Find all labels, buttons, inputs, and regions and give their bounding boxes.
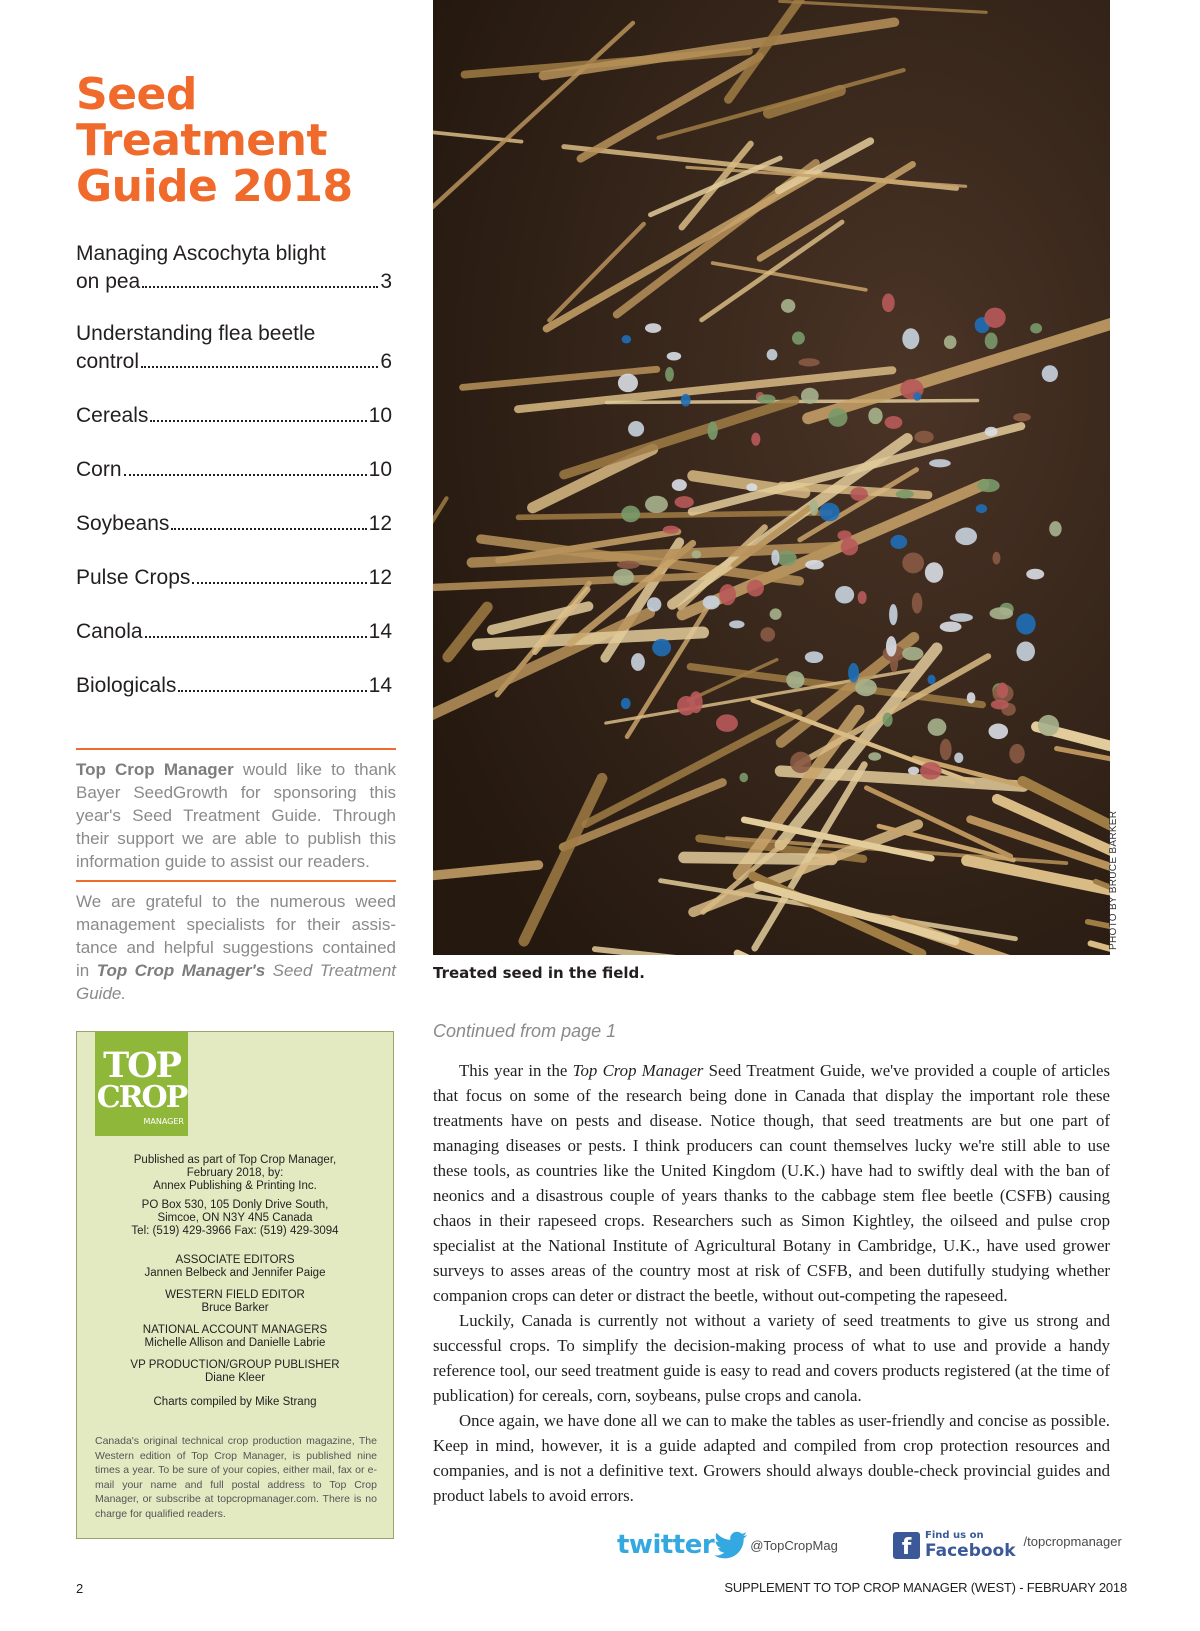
- treated-seed: [855, 679, 877, 696]
- toc-item-ascochyta[interactable]: [76, 240, 392, 296]
- treated-seed: [841, 538, 858, 555]
- treated-seed: [944, 335, 957, 349]
- treated-seed: [760, 627, 775, 641]
- treated-seed: [908, 767, 919, 775]
- treated-seed: [992, 552, 1000, 565]
- divider-rule: [76, 880, 396, 882]
- treated-seed: [663, 526, 679, 534]
- treated-seed: [912, 593, 923, 614]
- toc-item-page: 10: [368, 404, 392, 427]
- treated-seed: [1013, 413, 1031, 421]
- treated-seed: [613, 569, 634, 586]
- treated-seed: [925, 562, 943, 583]
- toc-item-cereals[interactable]: [76, 402, 392, 430]
- treated-seed: [729, 620, 744, 628]
- treated-seed: [985, 333, 998, 350]
- guide-title-line: Treatment: [76, 115, 327, 166]
- treated-seed: [889, 604, 898, 625]
- toc-item-page: 3: [380, 270, 392, 293]
- treated-seed: [868, 408, 882, 425]
- treated-seed: [628, 421, 644, 437]
- treated-seed: [902, 647, 923, 661]
- toc-leader-dots: [145, 635, 367, 638]
- brand-name: Top Crop Manager: [76, 760, 234, 779]
- facebook-icon: f: [893, 1532, 920, 1559]
- sponsor-thanks-text: would like to thank Bayer SeedGrowth for sponsoring this year's Seed Treatment Guide. Through their support we are able to publish this information guide to assist our readers.: [76, 760, 396, 871]
- treated-seed: [757, 394, 775, 403]
- toc-item-page: 10: [368, 458, 392, 481]
- toc-item-label: Canola: [76, 620, 143, 643]
- treated-seed: [617, 561, 640, 569]
- treated-seed: [781, 299, 795, 313]
- treated-seed: [928, 718, 947, 736]
- treated-seed: [835, 586, 854, 604]
- treated-seed: [985, 427, 998, 437]
- publisher-info: Published as part of Top Crop Manager, February 2018, by: Annex Publishing & Printing Inc.: [133, 1154, 337, 1192]
- toc-item-page: 12: [368, 566, 392, 589]
- field-photo: [433, 0, 1110, 955]
- treated-seed: [984, 308, 1005, 328]
- toc-item-label: Soybeans: [76, 512, 170, 535]
- toc-item-label: Biologicals: [76, 674, 177, 697]
- toc-leader-dots: [142, 285, 378, 288]
- treated-seed: [805, 560, 824, 569]
- divider-rule: [76, 748, 396, 750]
- treated-seed: [1042, 365, 1058, 382]
- treated-seed: [703, 595, 720, 609]
- treated-seed: [1049, 521, 1061, 536]
- treated-seed: [890, 535, 907, 549]
- treated-seed: [716, 714, 738, 731]
- treated-seed: [950, 613, 973, 622]
- treated-seed: [618, 374, 638, 393]
- treated-seed: [767, 349, 778, 360]
- continued-from: Continued from page 1: [433, 1021, 617, 1041]
- treated-seed: [1009, 744, 1024, 764]
- associate-editors: ASSOCIATE EDITORS Jannen Belbeck and Jennifer Paige: [144, 1254, 326, 1279]
- photo-caption: Treated seed in the field.: [433, 964, 645, 982]
- treated-seed: [777, 551, 797, 566]
- account-managers: NATIONAL ACCOUNT MANAGERS Michelle Allison and Danielle Labrie: [142, 1324, 328, 1349]
- sponsor-thanks: [76, 758, 396, 873]
- guide-title-line: Guide 2018: [76, 161, 353, 212]
- treated-seed: [883, 712, 893, 726]
- treated-seed: [991, 700, 1009, 710]
- subscription-note: Canada's original technical crop production magazine, The Western edition of Top Crop Manager, is published nine times a year. To be sure of your copies, either mail, fax or e-mail your name and full postal address to Top Crop Manager, or subscribe at topcropmanager.com. There is no charge for qualified readers.: [95, 1435, 377, 1520]
- treated-seed: [708, 421, 718, 440]
- treated-seed: [850, 487, 867, 501]
- treated-seed: [801, 388, 819, 404]
- guide-title-line: Seed: [76, 69, 197, 120]
- treated-seed: [675, 496, 694, 508]
- publisher-address: PO Box 530, 105 Donly Drive South, Simcoe, ON N3Y 4N5 Canada Tel: (519) 429-3966 Fax: (519) 429-3094: [131, 1199, 339, 1237]
- treated-seed: [751, 433, 760, 446]
- toc-leader-dots: [141, 365, 378, 368]
- treated-seed: [819, 503, 839, 521]
- treated-seed: [786, 671, 804, 688]
- treated-seed: [1030, 323, 1042, 333]
- specialists-thanks-text: We are grateful to the numerous weed management specialists for their assistance and helpful suggestions contained in: [76, 892, 396, 980]
- treated-seed: [652, 639, 671, 657]
- toc-item-label: Pulse Crops: [76, 566, 191, 589]
- toc-item-soybeans[interactable]: [76, 510, 392, 538]
- guide-name-italic: Seed Treatment Guide.: [76, 961, 396, 1003]
- treated-seed: [798, 358, 819, 366]
- toc-item-page: 6: [380, 350, 392, 373]
- magazine-name: Top Crop Manager: [572, 1061, 704, 1080]
- toc-item-label-line1: Understanding flea beetle: [76, 322, 316, 345]
- page-number: 2: [76, 1581, 84, 1596]
- treated-seed: [927, 675, 935, 685]
- toc-item-label: on pea: [76, 270, 141, 293]
- treated-seed: [828, 408, 847, 427]
- treated-seed: [955, 528, 977, 546]
- straw-stalk: [684, 857, 832, 859]
- treated-seed: [929, 459, 951, 467]
- supplement-line: SUPPLEMENT TO TOP CROP MANAGER (WEST) - FEBRUARY 2018: [724, 1580, 1127, 1595]
- treated-seed: [672, 479, 687, 491]
- treated-seed: [1026, 569, 1044, 580]
- treated-seed: [647, 597, 661, 611]
- photo-credit: PHOTO BY BRUCE BARKER: [1108, 810, 1119, 950]
- treated-seed: [989, 607, 1013, 619]
- treated-seed: [940, 739, 952, 760]
- treated-seed: [621, 506, 640, 523]
- treated-seed: [885, 416, 903, 429]
- twitter-handle: @TopCropMag: [750, 1537, 838, 1553]
- treated-seed: [622, 335, 632, 343]
- toc-leader-dots: [192, 581, 366, 584]
- treated-seed: [645, 496, 668, 513]
- toc-item-label: Cereals: [76, 404, 149, 427]
- treated-seed: [920, 762, 942, 780]
- treated-seed: [689, 691, 702, 713]
- treated-seed: [967, 692, 976, 703]
- toc-item-corn[interactable]: [76, 456, 392, 484]
- treated-seed: [681, 394, 691, 407]
- brand-name-italic: Top Crop Manager's: [96, 961, 266, 980]
- treated-seed: [902, 328, 919, 349]
- guide-title: [76, 69, 396, 212]
- toc-item-page: 14: [368, 674, 392, 697]
- treated-seed: [739, 773, 748, 782]
- twitter-wordmark: twitter: [617, 1530, 715, 1560]
- treated-seed: [746, 483, 757, 491]
- treated-seed: [771, 550, 779, 566]
- twitter-bird-icon: [714, 1531, 748, 1559]
- treated-seed: [858, 591, 867, 604]
- treated-seed: [868, 752, 881, 760]
- treated-seed: [805, 651, 823, 663]
- treated-seed: [848, 663, 859, 682]
- treated-seed: [747, 580, 764, 597]
- toc-item-label: control: [76, 350, 140, 373]
- treated-seed: [719, 584, 736, 605]
- article-paragraph: This year in the Top Crop Manager Seed Treatment Guide, we've provided a couple of articles that focus on some of the research being done in Canada that display the important role these treatments have on pests and disease. Notice though, that seed treatments are but one part of managing diseases or pests. I think producers can count themselves lucky we're still able to use these tools, as countries like the United Kingdom (U.K.) have had to swiftly deal with the ban of neonics and a disastrous couple of years thanks to the cabbage stem flee beetle (CSFB) causing chaos in their rapeseed crops. Researchers such as Simon Kightley, the oilseed and pulse crop specialist at the National Institute of Agricultural Botany in Cambridge, U.K., have used grower surveys to asses areas of the country most at risk of CSFB, and been dutifully studying whether companion crops can deter or distract the beetle, without out-competing the rapeseed.: [433, 1061, 1111, 1305]
- treated-seed: [1016, 642, 1035, 662]
- treated-seed: [645, 323, 661, 333]
- twitter-link[interactable]: [617, 1529, 838, 1561]
- western-field-editor: WESTERN FIELD EDITOR Bruce Barker: [165, 1289, 305, 1314]
- toc-item-label-line1: Managing Ascochyta blight: [76, 242, 326, 265]
- charts-credit: Charts compiled by Mike Strang: [153, 1396, 317, 1408]
- treated-seed-photo: [433, 0, 1110, 955]
- treated-seed: [1016, 613, 1036, 634]
- treated-seed: [914, 431, 933, 444]
- treated-seed: [902, 553, 924, 574]
- group-publisher: VP PRODUCTION/GROUP PUBLISHER Diane Kleer: [130, 1359, 340, 1384]
- toc-item-label: Corn: [76, 458, 122, 481]
- article-paragraph: Once again, we have done all we can to make the tables as user-friendly and concise as possible. Keep in mind, however, it is a guide adapted and compiled from crop protection resources and companies, and is not a definitive text. Growers should always double-check provincial guides and product labels to avoid errors.: [433, 1411, 1110, 1505]
- treated-seed: [913, 392, 921, 401]
- article-paragraph: Luckily, Canada is currently not without a variety of seed treatments to give us strong and successful crops. To simplify the decision-making process of what to use and provide a handy reference tool, our seed treatment guide is easy to read and covers products registered (at the time of publication) for cereals, corn, soybeans, pulse crops and canola.: [433, 1311, 1110, 1405]
- treated-seed: [1038, 715, 1059, 736]
- treated-seed: [940, 622, 962, 633]
- specialists-thanks: [76, 890, 396, 1005]
- toc-leader-dots: [150, 419, 366, 422]
- treated-seed: [692, 550, 702, 558]
- top-crop-manager-logo: TOP CROP MANAGER: [95, 1032, 188, 1136]
- treated-seed: [896, 490, 914, 499]
- article-body: [433, 1058, 1110, 1508]
- treated-seed: [977, 479, 1000, 492]
- toc-item-canola[interactable]: [76, 618, 392, 646]
- toc-leader-dots: [171, 527, 366, 530]
- masthead-box: [76, 1031, 394, 1539]
- treated-seed: [631, 653, 645, 671]
- toc-item-page: 14: [368, 620, 392, 643]
- treated-seed: [976, 504, 987, 513]
- toc-leader-dots: [124, 473, 367, 476]
- treated-seed: [667, 352, 681, 361]
- facebook-wordmark: Find us on Facebook: [925, 1530, 1016, 1561]
- toc-item-flea-beetle[interactable]: [76, 320, 392, 376]
- treated-seed: [792, 332, 805, 345]
- facebook-link[interactable]: [893, 1529, 1122, 1561]
- facebook-handle: /topcropmanager: [1023, 1533, 1122, 1549]
- treated-seed: [997, 683, 1008, 699]
- treated-seed: [882, 293, 895, 312]
- treated-seed: [770, 608, 782, 619]
- treated-seed: [988, 723, 1008, 739]
- treated-seed: [954, 753, 963, 764]
- treated-seed: [886, 636, 897, 656]
- toc-item-biologicals[interactable]: [76, 672, 392, 700]
- treated-seed: [621, 698, 631, 709]
- toc-item-pulse-crops[interactable]: [76, 564, 392, 592]
- toc-leader-dots: [178, 689, 366, 692]
- toc-item-page: 12: [368, 512, 392, 535]
- treated-seed: [790, 752, 811, 773]
- treated-seed: [665, 367, 674, 382]
- treated-seed: [810, 500, 819, 516]
